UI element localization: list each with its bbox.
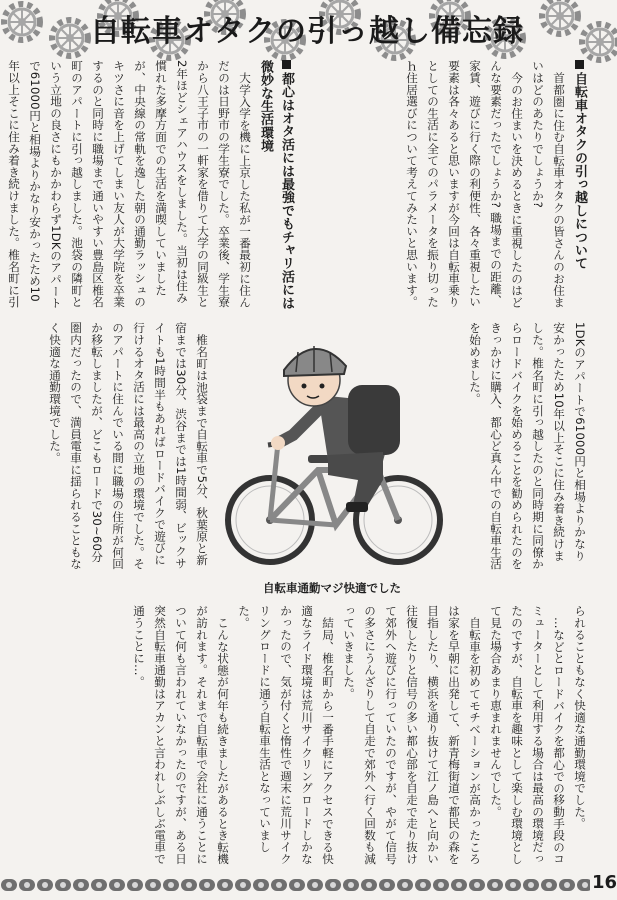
section2-paragraph-3: …などとロードバイクを都心での移動手段のコミューターとして利用する場合は最高の環境だったのですが、自転車を趣味として楽しむ環境として見た場合あまり恵まれませんでした。 <box>489 605 566 865</box>
page-title: 自転車オタクの引っ越し備忘録 <box>90 14 524 49</box>
section1-paragraph-1: 首都圏に住む自転車オタクの皆さんのお住まいはどのあたりでしょうか? <box>531 60 566 308</box>
section1-text <box>318 60 590 310</box>
section1-paragraph-2: 今のお住まいを決めるときに重視したのはどんな要素だったでしょうか? 職場までの距離、家賃、遊びに行く際の利便性、各々重視したい要素は各々あると思いますが今回は自転車乗りとしての生活に全てのパラメータを振り切ったｈ住居選びについて考えてみたいと思います。 <box>405 60 524 308</box>
section2-heading: 都心はオタ活には最強でもチャリ活には微妙な生活環境 <box>258 60 294 310</box>
section2-text-part-2 <box>450 322 590 572</box>
section1-heading: 自転車オタクの引っ越しについて <box>569 60 590 310</box>
chain-border-decoration <box>0 876 590 894</box>
section2-paragraph-2: 椎名町は池袋まで自転車で5分、秋葉原と新宿までは30分、渋谷までは1時間弱、ビックサイトも1時間半もあればロードバイクで遊びに行けるオタ活には最高の立地の環境でした。そのアパートに住んでいる間に職場の住所が何回か移転しましたが、どこもロードで30~60分圏内だったので、満員電車に揺られることもなく快適な通勤環境でした。 <box>48 322 209 570</box>
section2-paragraph-1-cont: 1DKのアパートで61000円と相場よりかなり安かったため10年以上そこに住み着き続けました。椎名町に引っ越したのと同時期に同僚からロードバイクを始めることを勧められたのをきっかけに購入、都心ど真ん中での自転車生活を始めました。 <box>468 322 587 570</box>
section2-text-part-4 <box>22 605 590 867</box>
square-bullet-icon <box>282 60 291 69</box>
section2-paragraph-1: 大学入学を機に上京した私が一番最初に住んだのは日野市の学生寮でした。卒業後、学生寮から八王子市の一軒家を借りて大学の同級生と2年ほどシェアハウスをしました。当初は住み慣れた多摩方面での生活を満喫していましたが、中央線の常軌を逸した朝の通勤ラッシュのキツさに音を上げてしまい友人が大学院を卒業するのと同時に職場まで通いやすい豊島区椎名町のアパートに引っ越しました。池袋の隣町という立地の良さにもかかわらず1DKのアパートで61000円と相場よりかなり安かったため10年以上そこに住み着き続けました。椎名町に引 <box>7 60 252 309</box>
square-bullet-icon <box>575 60 584 69</box>
section2-text-part-3 <box>22 322 212 572</box>
cyclist-illustration <box>218 330 448 575</box>
section2-paragraph-2-cont: られることもなく快適な通勤環境でした。 <box>573 605 587 830</box>
section2-paragraph-6: こんな状態が何年も続きましたがあるとき転機が訪れます。それまで自転車で会社に通うことについて何も言われていなかったのですが、ある日突然自転車通勤はアカンと言われしぶしぶ電車で通うことに…。 <box>132 605 230 865</box>
section2-paragraph-5: 結局、椎名町から一番手軽にアクセスできる快適なライド環境は荒川サイクリングロードしかなかったので、気が付くと惰性で週末に荒川サイクリングロードに通う自転車生活となっていました。 <box>237 605 335 865</box>
page-number: 16 <box>592 872 617 893</box>
section2-paragraph-4: 自転車を初めてモチベーションが高かったころは家を早朝に出発して、新青梅街道で都民の森を目指したり、横浜を通り抜けて江ノ島へと向かい往復したりと信号の多い都心部を自走で走り抜けて郊外へ遊びに行っていたのですが、やがて信号の多さにうんざりして自走で郊外へ行く回数も減っていきました。 <box>342 605 482 865</box>
section2-text-part-1 <box>7 60 297 310</box>
illustration-caption: 自転車通勤マジ快適でした <box>263 581 401 595</box>
